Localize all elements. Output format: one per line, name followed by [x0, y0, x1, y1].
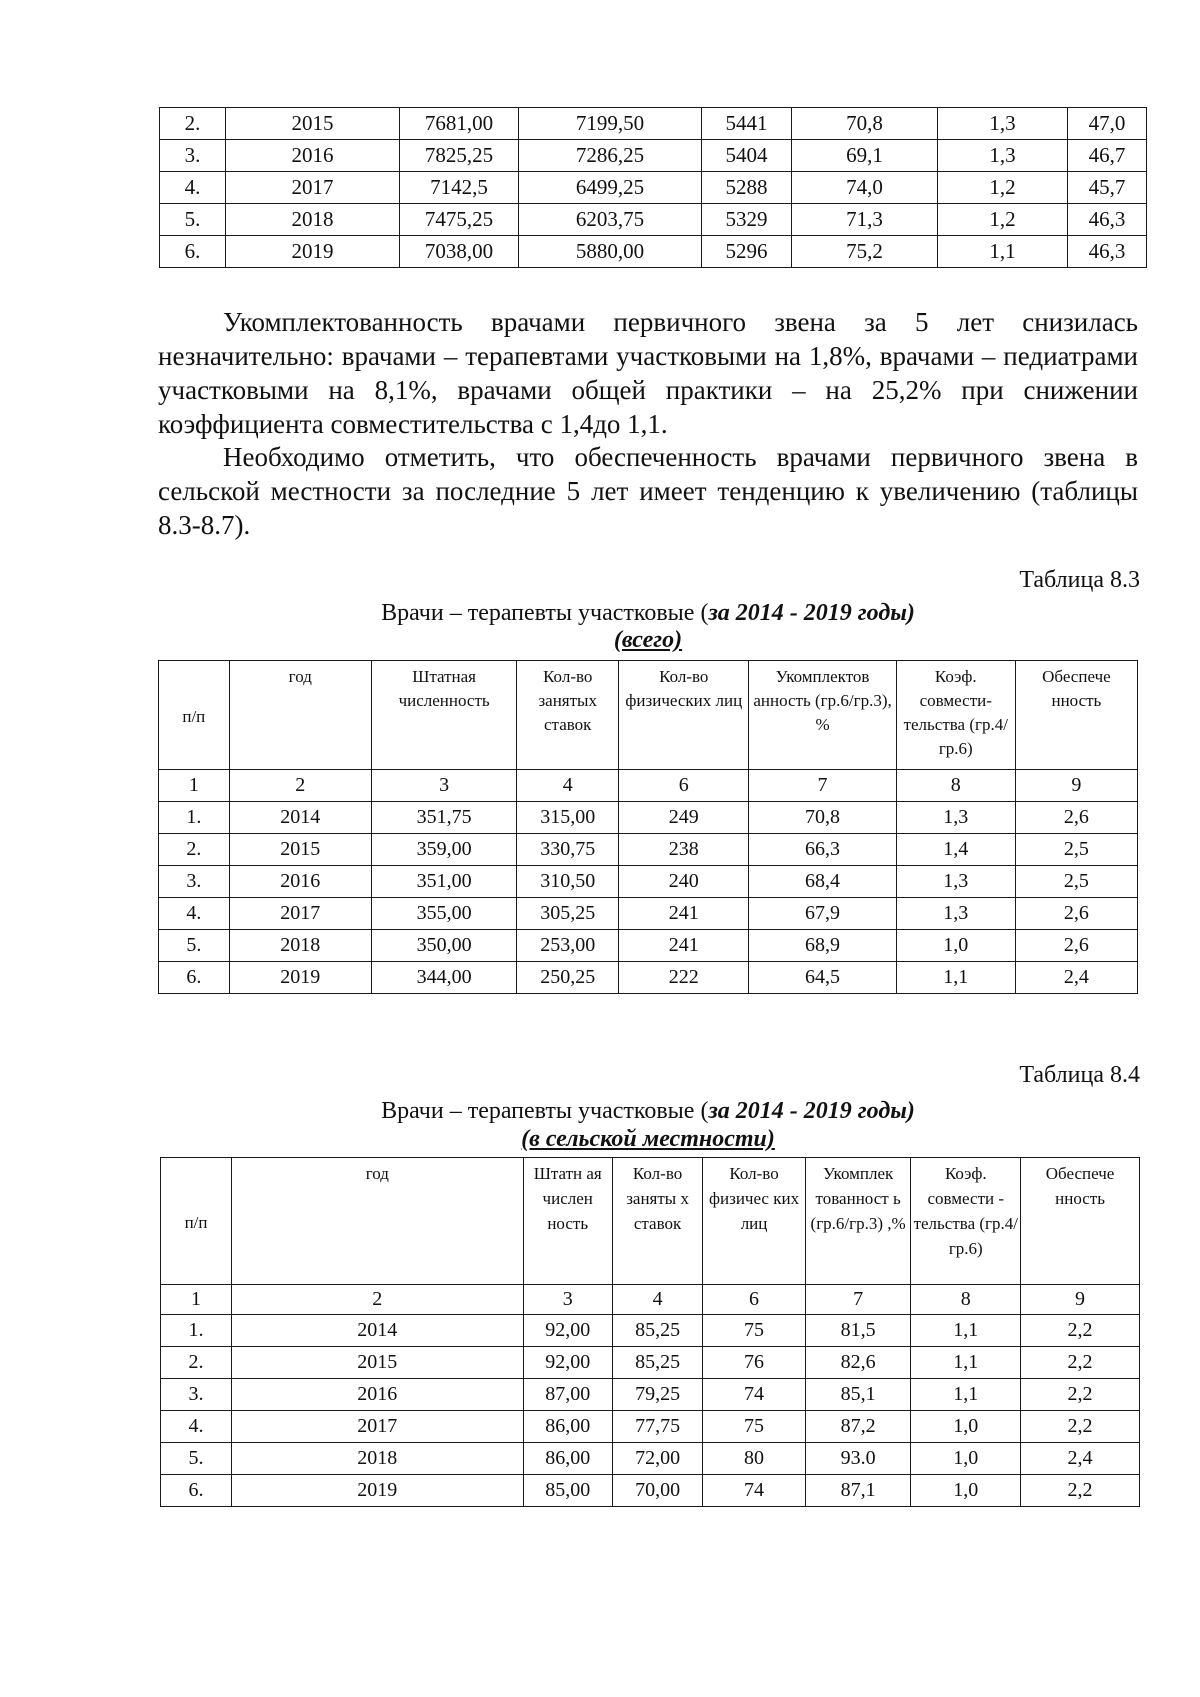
table-cell: 81,5: [805, 1315, 911, 1347]
table-cell: 241: [619, 930, 749, 962]
table-cell: 75: [703, 1315, 806, 1347]
header-row: [159, 661, 1138, 770]
table-cell: 2014: [229, 802, 371, 834]
table-8-4-caption: Таблица 8.4: [1019, 1062, 1140, 1088]
table-cell: 5404: [702, 140, 792, 172]
table-cell: 71,3: [792, 204, 938, 236]
table-cell: 2018: [229, 930, 371, 962]
column-number: 1: [161, 1285, 232, 1315]
table-cell: 1.: [159, 802, 230, 834]
table-cell: 70,00: [612, 1475, 702, 1507]
table-cell: 3.: [160, 140, 226, 172]
table-cell: 2,5: [1015, 866, 1137, 898]
table-cell: 2018: [226, 204, 400, 236]
table-cell: 5880,00: [519, 236, 702, 268]
table-cell: 7142,5: [400, 172, 519, 204]
table-cell: 6.: [160, 236, 226, 268]
column-number: 6: [703, 1285, 806, 1315]
column-number: 2: [229, 770, 371, 802]
table-cell: 47,0: [1068, 108, 1147, 140]
table-row: [160, 140, 1147, 172]
table-cell: 87,1: [805, 1475, 911, 1507]
table-cell: 2016: [226, 140, 400, 172]
table-cell: 82,6: [805, 1347, 911, 1379]
table-cell: 1,1: [911, 1315, 1021, 1347]
table-cell: 64,5: [749, 962, 896, 994]
table-cell: 2015: [232, 1347, 523, 1379]
table-cell: 1,2: [938, 172, 1068, 204]
table-cell: 2014: [232, 1315, 523, 1347]
table-cell: 1,1: [911, 1347, 1021, 1379]
column-number: 9: [1015, 770, 1137, 802]
table-cell: 2019: [229, 962, 371, 994]
table-cell: 2,6: [1015, 802, 1137, 834]
table-cell: 250,25: [517, 962, 619, 994]
table-cell: 1,0: [911, 1443, 1021, 1475]
table-cell: 2015: [229, 834, 371, 866]
table-cell: 75,2: [792, 236, 938, 268]
table-row: [160, 108, 1147, 140]
header-row: [161, 1158, 1140, 1285]
column-header: Обеспече нность: [1015, 661, 1137, 770]
table-cell: 330,75: [517, 834, 619, 866]
table-cell: 86,00: [523, 1411, 612, 1443]
column-header: Укомплектов анность (гр.6/гр.3), %: [749, 661, 896, 770]
table-cell: 46,3: [1068, 204, 1147, 236]
table-cell: 7038,00: [400, 236, 519, 268]
table-cell: 4.: [161, 1411, 232, 1443]
column-number-row: [161, 1285, 1140, 1315]
table-cell: 1.: [161, 1315, 232, 1347]
column-number-row: [159, 770, 1138, 802]
table-cell: 1,1: [938, 236, 1068, 268]
column-header: год: [229, 661, 371, 770]
table-cell: 351,75: [371, 802, 516, 834]
column-header: Штатн ая числен ность: [523, 1158, 612, 1285]
table-cell: 1,4: [896, 834, 1015, 866]
column-header: Коэф. совмести - тельства (гр.4/гр.6): [911, 1158, 1021, 1285]
table-cell: 46,3: [1068, 236, 1147, 268]
column-number: 3: [523, 1285, 612, 1315]
table-cell: 92,00: [523, 1315, 612, 1347]
table-cell: 350,00: [371, 930, 516, 962]
table-cell: 2,2: [1021, 1379, 1140, 1411]
table-cell: 6499,25: [519, 172, 702, 204]
top-table: [159, 107, 1147, 268]
table-cell: 77,75: [612, 1411, 702, 1443]
table-cell: 68,9: [749, 930, 896, 962]
table-8-4-title: Врачи – терапевты участковые (за 2014 - 2019 годы): [381, 1098, 915, 1124]
table-cell: 310,50: [517, 866, 619, 898]
table-cell: 5.: [161, 1443, 232, 1475]
column-header: Кол-во занятых ставок: [517, 661, 619, 770]
table-cell: 7825,25: [400, 140, 519, 172]
table-cell: 72,00: [612, 1443, 702, 1475]
table-cell: 3.: [161, 1379, 232, 1411]
table-cell: 2,4: [1015, 962, 1137, 994]
table-cell: 1,1: [896, 962, 1015, 994]
table-cell: 45,7: [1068, 172, 1147, 204]
table-cell: 86,00: [523, 1443, 612, 1475]
table-cell: 2019: [226, 236, 400, 268]
table-cell: 76: [703, 1347, 806, 1379]
table-8-4: [160, 1157, 1140, 1507]
table-cell: 85,25: [612, 1315, 702, 1347]
column-number: 7: [749, 770, 896, 802]
table-row: [161, 1411, 1140, 1443]
table-cell: 355,00: [371, 898, 516, 930]
table-row: [160, 172, 1147, 204]
table-cell: 2.: [160, 108, 226, 140]
table-cell: 1,2: [938, 204, 1068, 236]
table-cell: 3.: [159, 866, 230, 898]
table-cell: 79,25: [612, 1379, 702, 1411]
table-cell: 6.: [159, 962, 230, 994]
table-cell: 69,1: [792, 140, 938, 172]
table-cell: 92,00: [523, 1347, 612, 1379]
table-cell: 2017: [229, 898, 371, 930]
column-number: 2: [232, 1285, 523, 1315]
column-header: Кол-во заняты х ставок: [612, 1158, 702, 1285]
table-cell: 70,8: [792, 108, 938, 140]
table-cell: 6.: [161, 1475, 232, 1507]
table-cell: 74: [703, 1379, 806, 1411]
table-cell: 351,00: [371, 866, 516, 898]
table-row: [161, 1347, 1140, 1379]
table-row: [161, 1379, 1140, 1411]
column-header: Кол-во физичес ких лиц: [703, 1158, 806, 1285]
table-cell: 2,2: [1021, 1475, 1140, 1507]
paragraph-coverage: Необходимо отметить, что обеспеченность врачами первичного звена в сельской местности за последние 5 лет имеет тенденцию к увеличению (таблицы 8.3-8.7).: [158, 442, 1138, 540]
table-cell: 87,2: [805, 1411, 911, 1443]
table-row: [161, 1315, 1140, 1347]
table-cell: 2,6: [1015, 930, 1137, 962]
table-cell: 1,0: [911, 1475, 1021, 1507]
table-cell: 2,4: [1021, 1443, 1140, 1475]
table-cell: 46,7: [1068, 140, 1147, 172]
table-cell: 253,00: [517, 930, 619, 962]
table-row: [160, 204, 1147, 236]
table-cell: 74,0: [792, 172, 938, 204]
column-number: 6: [619, 770, 749, 802]
table-cell: 240: [619, 866, 749, 898]
column-header: п/п: [159, 661, 230, 770]
table-row: [159, 802, 1138, 834]
table-cell: 5329: [702, 204, 792, 236]
table-cell: 2018: [232, 1443, 523, 1475]
table-cell: 85,1: [805, 1379, 911, 1411]
column-number: 1: [159, 770, 230, 802]
column-number: 8: [911, 1285, 1021, 1315]
table-8-3-title: Врачи – терапевты участковые (за 2014 - 2019 годы): [381, 600, 915, 626]
column-header: Кол-во физических лиц: [619, 661, 749, 770]
table-cell: 7286,25: [519, 140, 702, 172]
table-cell: 241: [619, 898, 749, 930]
table-row: [161, 1443, 1140, 1475]
table-cell: 2017: [226, 172, 400, 204]
table-cell: 1,0: [911, 1411, 1021, 1443]
table-8-3: [158, 660, 1138, 994]
table-cell: 2019: [232, 1475, 523, 1507]
table-cell: 87,00: [523, 1379, 612, 1411]
table-cell: 1,3: [896, 898, 1015, 930]
table-cell: 7475,25: [400, 204, 519, 236]
table-cell: 2,2: [1021, 1411, 1140, 1443]
column-header: год: [232, 1158, 523, 1285]
column-header: Штатная численность: [371, 661, 516, 770]
table-cell: 68,4: [749, 866, 896, 898]
table-8-3-caption: Таблица 8.3: [1019, 567, 1140, 593]
table-cell: 2,6: [1015, 898, 1137, 930]
table-cell: 70,8: [749, 802, 896, 834]
column-number: 3: [371, 770, 516, 802]
table-cell: 74: [703, 1475, 806, 1507]
table-cell: 5296: [702, 236, 792, 268]
table-cell: 80: [703, 1443, 806, 1475]
table-cell: 305,25: [517, 898, 619, 930]
table-row: [159, 834, 1138, 866]
column-number: 9: [1021, 1285, 1140, 1315]
table-cell: 2.: [159, 834, 230, 866]
table-cell: 66,3: [749, 834, 896, 866]
table-cell: 238: [619, 834, 749, 866]
table-cell: 7199,50: [519, 108, 702, 140]
table-cell: 1,0: [896, 930, 1015, 962]
table-8-4-subtitle: (в сельской местности): [521, 1126, 775, 1152]
table-cell: 222: [619, 962, 749, 994]
paragraph-staffing: Укомплектованность врачами первичного звена за 5 лет снизилась незначительно: врачами – терапевтами участковыми на 1,8%, врачами – педиатрами участковыми на 8,1%, врачами общей практики – на 25,2% при снижении коэффициента совместительства с 1,4до 1,1.: [158, 307, 1138, 439]
table-8-3-subtitle: (всего): [613, 627, 683, 653]
column-header: п/п: [161, 1158, 232, 1285]
table-cell: 249: [619, 802, 749, 834]
column-header: Коэф. совмести-тельства (гр.4/гр.6): [896, 661, 1015, 770]
column-number: 8: [896, 770, 1015, 802]
table-cell: 344,00: [371, 962, 516, 994]
column-number: 4: [612, 1285, 702, 1315]
table-cell: 4.: [159, 898, 230, 930]
table-cell: 2015: [226, 108, 400, 140]
table-row: [161, 1475, 1140, 1507]
table-cell: 315,00: [517, 802, 619, 834]
table-cell: 2016: [229, 866, 371, 898]
column-number: 4: [517, 770, 619, 802]
table-cell: 1,3: [938, 140, 1068, 172]
table-cell: 1,3: [938, 108, 1068, 140]
table-cell: 4.: [160, 172, 226, 204]
table-cell: 85,00: [523, 1475, 612, 1507]
table-cell: 6203,75: [519, 204, 702, 236]
column-number: 7: [805, 1285, 911, 1315]
table-cell: 67,9: [749, 898, 896, 930]
table-cell: 5.: [160, 204, 226, 236]
table-cell: 75: [703, 1411, 806, 1443]
table-cell: 2.: [161, 1347, 232, 1379]
table-cell: 2,2: [1021, 1315, 1140, 1347]
table-cell: 2016: [232, 1379, 523, 1411]
table-cell: 1,1: [911, 1379, 1021, 1411]
table-cell: 5288: [702, 172, 792, 204]
column-header: Обеспече нность: [1021, 1158, 1140, 1285]
table-cell: 1,3: [896, 802, 1015, 834]
table-row: [159, 866, 1138, 898]
column-header: Укомплек тованност ь (гр.6/гр.3) ,%: [805, 1158, 911, 1285]
table-cell: 5.: [159, 930, 230, 962]
table-cell: 85,25: [612, 1347, 702, 1379]
table-row: [159, 930, 1138, 962]
table-cell: 1,3: [896, 866, 1015, 898]
table-cell: 7681,00: [400, 108, 519, 140]
table-cell: 2,5: [1015, 834, 1137, 866]
table-cell: 93.0: [805, 1443, 911, 1475]
table-row: [159, 962, 1138, 994]
table-cell: 359,00: [371, 834, 516, 866]
table-row: [159, 898, 1138, 930]
table-cell: 2,2: [1021, 1347, 1140, 1379]
table-row: [160, 236, 1147, 268]
table-cell: 2017: [232, 1411, 523, 1443]
table-cell: 5441: [702, 108, 792, 140]
